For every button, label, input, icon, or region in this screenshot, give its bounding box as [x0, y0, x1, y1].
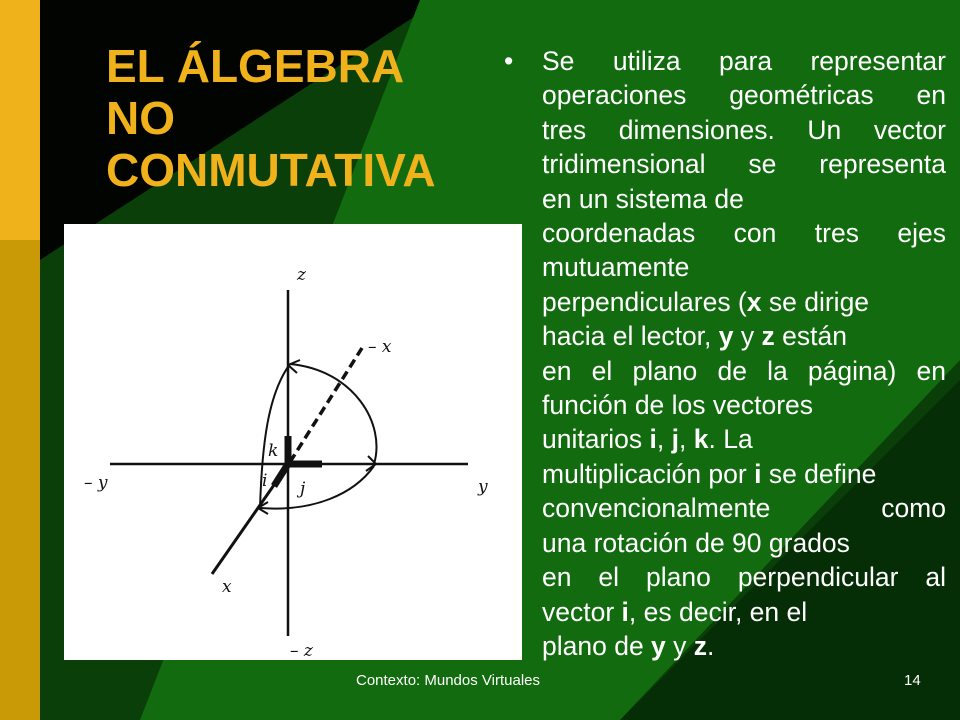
page-number: 14 — [904, 672, 921, 689]
left-band-gold — [0, 0, 40, 240]
bullet-line: coordenadas con tres ejes — [542, 218, 946, 249]
bullet-line: en un sistema de — [542, 183, 744, 214]
bold-x: x — [746, 286, 762, 317]
bullet-line: convencionalmente como — [542, 493, 946, 524]
arrowhead-z — [288, 360, 300, 373]
bold-y: y — [718, 321, 734, 352]
bold-i: i — [649, 424, 657, 455]
label-minus-z: – z — [290, 641, 313, 660]
bullet-line: en el plano de la página) en — [542, 355, 946, 386]
slide-title — [106, 40, 506, 196]
bullet-line: plano de y y z. — [542, 630, 715, 661]
bold-k: k — [693, 424, 709, 455]
bullet-paragraph — [542, 44, 946, 663]
bullet-line: una rotación de 90 grados — [542, 527, 850, 558]
bullet-line: operaciones geométricas en — [542, 80, 946, 111]
bullet-line: unitarios i, j, k. La — [542, 424, 753, 455]
label-k: k — [268, 441, 279, 461]
unit-vector-i — [274, 464, 288, 486]
bullet-line: perpendiculares (x se dirige — [542, 286, 870, 317]
bullet-line: vector i, es decir, en el — [542, 596, 808, 627]
axes-diagram — [64, 224, 522, 660]
bold-y: y — [651, 630, 666, 661]
bold-j: j — [671, 424, 680, 455]
axes-diagram-image — [64, 224, 522, 660]
bullet-marker: • — [504, 46, 514, 76]
label-z: z — [297, 265, 306, 285]
title-line-2: NO — [106, 92, 175, 144]
label-minus-x: – x — [368, 337, 392, 357]
label-y: y — [478, 477, 488, 497]
left-band-dark-gold — [0, 240, 40, 720]
bullet-line: en el plano perpendicular al — [542, 562, 946, 593]
title-line-3: CONMUTATIVA — [106, 144, 436, 196]
label-minus-y: – y — [84, 473, 108, 493]
bold-z: z — [693, 630, 708, 661]
bold-z: z — [761, 321, 775, 352]
bold-i: i — [754, 458, 762, 489]
bullet-line: función de los vectores — [542, 390, 814, 421]
bullet-line: tres dimensiones. Un vector — [542, 114, 946, 145]
bold-i: i — [621, 596, 629, 627]
bullet-line: tridimensional se representa — [542, 149, 946, 180]
rotation-arc-z-to-y — [290, 364, 376, 464]
bullet-line: mutuamente — [542, 252, 690, 283]
label-i: i — [262, 471, 268, 491]
bullet-line: Se utiliza para representar — [542, 46, 946, 76]
label-x: x — [222, 577, 232, 597]
footer-text: Contexto: Mundos Virtuales — [356, 672, 540, 689]
bullet-line: hacia el lector, y y z están — [542, 321, 847, 352]
title-line-1: EL ÁLGEBRA — [106, 40, 405, 92]
bullet-line: multiplicación por i se define — [542, 458, 877, 489]
label-j: j — [300, 479, 306, 499]
